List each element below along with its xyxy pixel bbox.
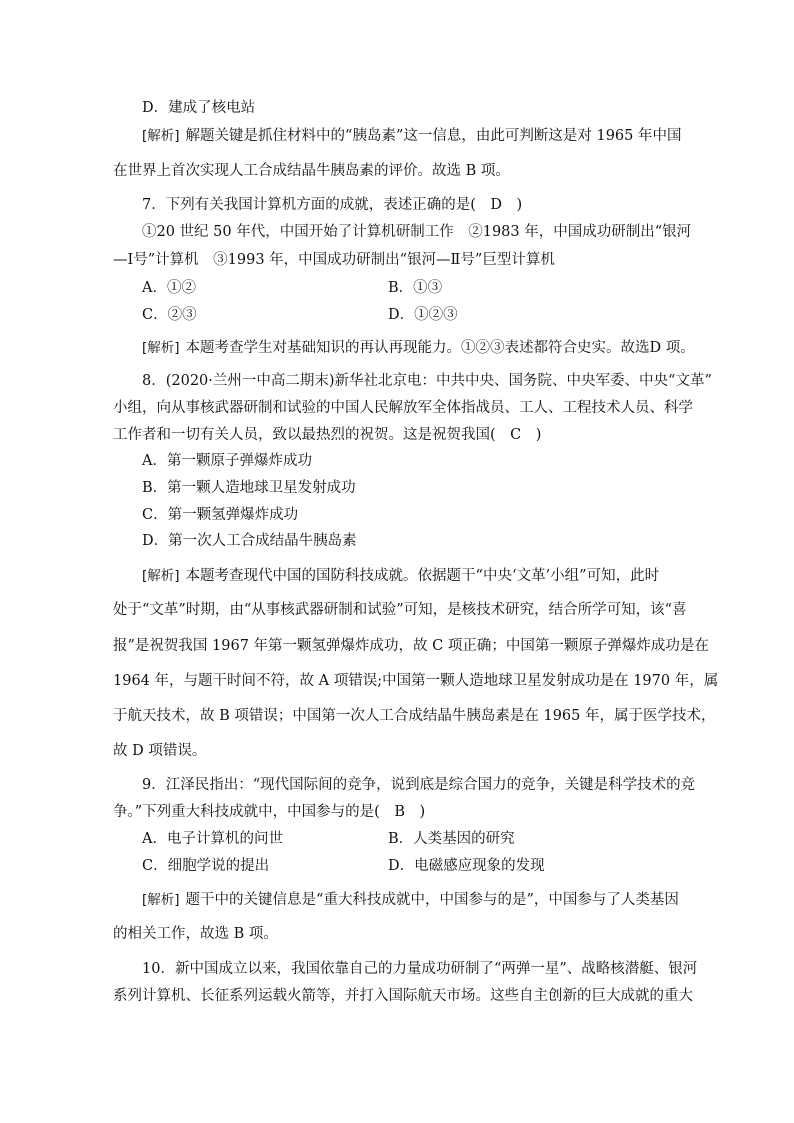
q9-stem-line-2: 争。”下列重大科技成就中，中国参与的是( B ) <box>113 804 426 820</box>
q9-stem-line-1: 9．江泽民指出：“现代国际间的竞争，说到底是综合国力的竞争，关键是科学技术的竞 <box>142 777 696 793</box>
q8-stem-line-3: 工作者和一切有关人员，致以最热烈的祝贺。这是祝贺我国( C ) <box>113 427 542 443</box>
q8-analysis-line-5: 于航天技术，故 B 项错误；中国第一次人工合成结晶牛胰岛素是在 1965 年，属于医学技术， <box>113 708 716 724</box>
analysis-tag: [解析] <box>142 892 180 908</box>
q9-analysis-line-2: 的相关工作，故选 B 项。 <box>113 926 278 942</box>
q9-option-b: B．人类基因的研究 <box>388 831 515 847</box>
q7-stem: 7．下列有关我国计算机方面的成就，表述正确的是( D ) <box>142 197 523 213</box>
q10-stem-line-2: 系列计算机、长征系列运载火箭等，并打入国际航天市场。这些自主创新的巨大成就的重大 <box>113 988 693 1004</box>
q9-option-a: A．电子计算机的问世 <box>142 831 283 847</box>
q6-analysis-line-1: [解析] 解题关键是抓住材料中的“胰岛素”这一信息，由此可判断这是对 1965 年中国 <box>142 128 682 144</box>
q7-analysis: [解析] 本题考查学生对基础知识的再认再现能力。①②③表述都符合史实。故选D 项。 <box>142 340 695 356</box>
analysis-tag: [解析] <box>142 128 180 144</box>
q6-analysis-line-2: 在世界上首次实现人工合成结晶牛胰岛素的评价。故选 B 项。 <box>113 163 510 179</box>
q8-analysis-line-1: [解析] 本题考查现代中国的国防科技成就。依据题干“中央‘文革’小组”可知，此时 <box>142 568 660 584</box>
q9-option-d: D．电磁感应现象的发现 <box>388 858 545 874</box>
q8-stem-line-1: 8．(2020·兰州一中高二期末)新华社北京电：中共中央、国务院、中央军委、中央“文革” <box>142 373 712 389</box>
q8-analysis-line-4: 1964 年，与题干时间不符，故 A 项错误;中国第一颗人造地球卫星发射成功是在 1970 年，属 <box>113 673 719 689</box>
q7-statement-line-2: —Ⅰ号”计算机 ③1993 年，中国成功研制出“银河—Ⅱ号”巨型计算机 <box>113 252 555 268</box>
q8-analysis-line-3: 报”是祝贺我国 1967 年第一颗氢弹爆炸成功，故 C 项正确；中国第一颗原子弹爆炸成功是在 <box>113 638 709 654</box>
q8-option-d: D．第一次人工合成结晶牛胰岛素 <box>142 533 357 549</box>
q8-analysis-line-2: 处于“文革”时期，由“从事核武器研制和试验”可知，是核技术研究，结合所学可知，该“喜 <box>113 602 687 618</box>
analysis-tag: [解析] <box>142 568 180 584</box>
q7-statement-line-1: ①20 世纪 50 年代，中国开始了计算机研制工作 ②1983 年，中国成功研制出“银河 <box>142 224 692 240</box>
q9-option-c: C．细胞学说的提出 <box>142 858 270 874</box>
q7-option-b: B．①③ <box>388 280 443 296</box>
analysis-tag: [解析] <box>142 340 180 356</box>
q7-option-c: C．②③ <box>142 307 197 323</box>
q6-option-d: D．建成了核电站 <box>142 100 256 116</box>
q7-option-d: D．①②③ <box>388 307 458 323</box>
q8-option-c: C．第一颗氢弹爆炸成功 <box>142 507 299 523</box>
q8-option-b: B．第一颗人造地球卫星发射成功 <box>142 480 356 496</box>
q8-option-a: A．第一颗原子弹爆炸成功 <box>142 453 312 469</box>
q9-analysis-line-1: [解析] 题干中的关键信息是“重大科技成就中，中国参与的是”，中国参与了人类基因 <box>142 892 679 908</box>
q7-option-a: A．①② <box>142 280 196 296</box>
q8-analysis-line-6: 故 D 项错误。 <box>113 743 207 759</box>
q8-stem-line-2: 小组，向从事核武器研制和试验的中国人民解放军全体指战员、工人、工程技术人员、科学 <box>113 400 693 416</box>
q10-stem-line-1: 10．新中国成立以来，我国依靠自己的力量成功研制了“两弹一星”、战略核潜艇、银河 <box>142 961 698 977</box>
